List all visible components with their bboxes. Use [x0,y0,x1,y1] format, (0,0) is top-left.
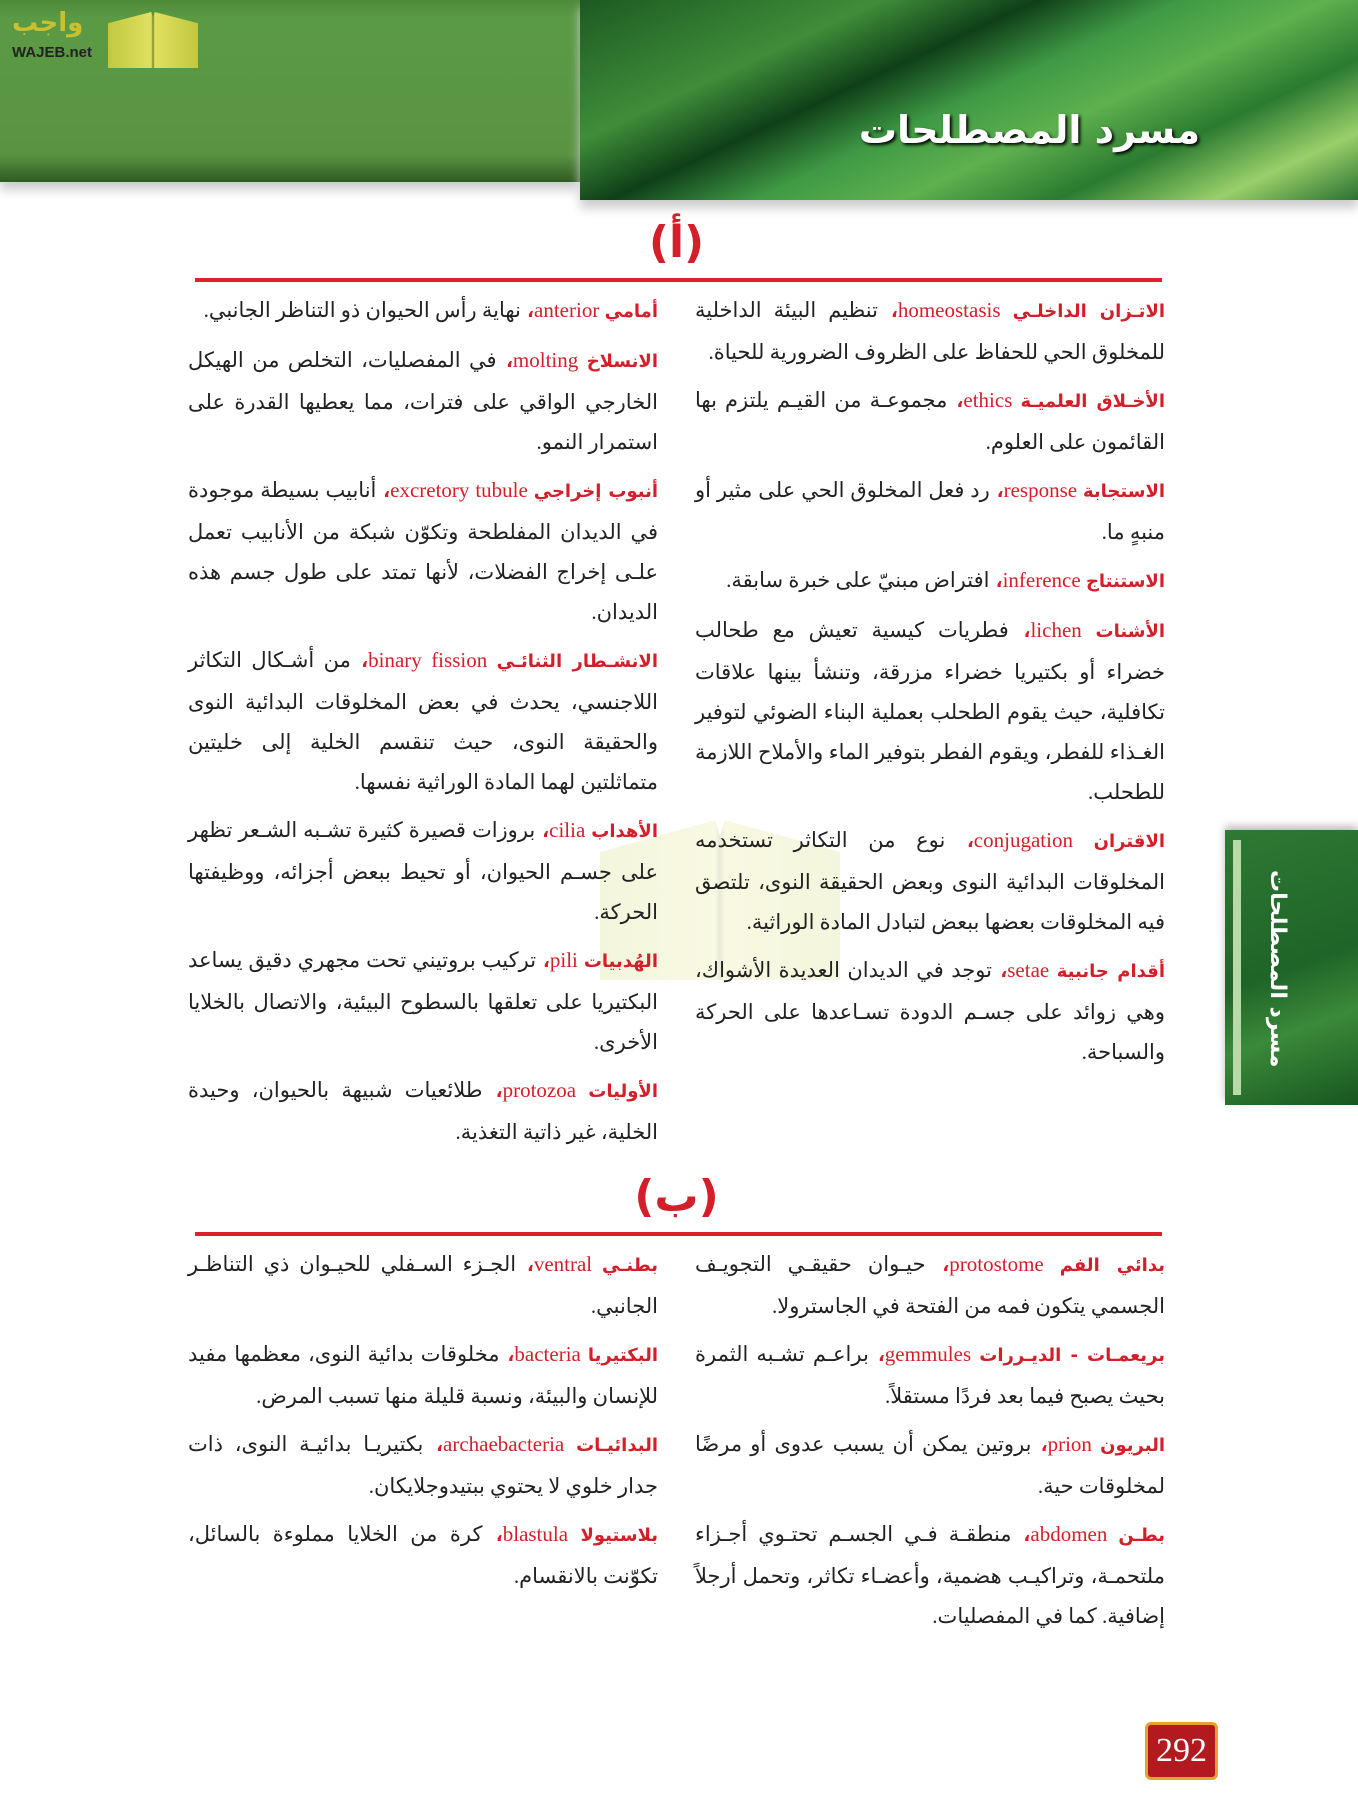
separator: ، [989,571,1003,592]
english-term: excretory tubule [390,478,528,502]
glossary-term: الاستنتاج [1085,571,1165,592]
section-columns [188,290,1165,1160]
separator: ، [877,301,898,322]
glossary-entry [188,1244,658,1326]
english-term: bacteria [514,1342,581,1366]
glossary-term: الاتـزان الداخلـي [1012,301,1166,322]
english-term: homeostasis [897,298,1001,322]
separator: ، [989,481,1004,502]
glossary-term: الأهداب [591,821,658,842]
definition: نهاية رأس الحيوان ذو التناظر الجانبي. [203,298,521,322]
glossary-entry [188,640,658,802]
glossary-column-right [695,290,1165,1160]
glossary-term: بطنـي [601,1255,658,1276]
separator: ، [520,301,535,322]
wajeb-logo [10,8,190,68]
definition: كرة من الخلايا مملوءة بالسائل، تكوّنت بالانقسام. [188,1522,658,1588]
logo-english: WAJEB.net [12,44,93,61]
glossary-term: الانسلاخ [586,351,658,372]
definition: رد فعل المخلوق الحي على مثير أو منبهٍ ما. [695,478,1165,544]
glossary-term: الانشـطار الثنائـي [496,651,658,672]
definition: افتراض مبنيّ على خبرة سابقة. [726,568,990,592]
definition: مخلوقات بدائية النوى، معظمها مفيد للإنسان والبيئة، ونسبة قليلة منها تسبب المرض. [188,1342,658,1408]
english-term: setae [1007,958,1050,982]
separator: ، [925,1255,950,1276]
glossary-entry [695,1424,1165,1506]
definition: تنظيم البيئة الداخلية للمخلوق الحي للحفاظ على الظروف الضرورية للحياة. [695,298,1165,364]
english-term: lichen [1030,618,1082,642]
glossary-entry [188,1334,658,1416]
separator: ، [1008,621,1031,642]
english-term: conjugation [973,828,1073,852]
glossary-entry [188,1514,658,1596]
glossary-entry [695,610,1165,812]
glossary-term: أنبوب إخراجي [533,481,658,502]
glossary-term: البكتيريا [587,1345,658,1366]
separator: ، [945,831,974,852]
section-divider [195,278,1162,282]
english-term: protozoa [502,1078,577,1102]
definition: بروزات قصيرة كثيرة تشـبه الشـعر تظهر على جسـم الحيوان، أو تحيط ببعض أجزائه، ووظيفتها الحركة. [188,818,658,924]
page-title: مسرد المصطلحات [858,108,1200,152]
definition: من أشـكال التكاثر اللاجنسي، يحدث في بعض المخلوقات البدائية النوى والحقيقة النوى، حيث تنقسم الخلية إلى خليتين متماثلتين لهما المادة الوراثية نفسها. [188,648,658,794]
glossary-term: أقدام جانبية [1056,961,1166,982]
glossary-entry [695,950,1165,1072]
page-number: 292 [1145,1722,1218,1780]
side-tab [1225,830,1358,1105]
separator: ، [536,951,550,972]
glossary-term: بطـن [1118,1525,1166,1546]
definition: منطقـة فـي الجسـم تحتـوي أجـزاء ملتحمـة، وتراكيـب هضمية، وأعضـاء تكاثر، وتحمل أرجلاً إضافية. كما في المفصليات. [695,1522,1165,1628]
english-term: cilia [549,818,586,842]
glossary-entry [188,290,658,332]
glossary-term: الأخـلاق العلميـة [1020,391,1166,412]
glossary-column-left [188,290,658,1160]
english-term: anterior [534,298,600,322]
separator: ، [1031,1435,1048,1456]
definition: أنابيب بسيطة موجودة في الديدان المفلطحة وتكوّن شبكة من الأنابيب تعمل علـى إخراج الفضلات، لأنها تمتد على طول جسم هذه الديدان. [188,478,658,624]
separator: ، [482,1081,503,1102]
glossary-term: الأوليات [588,1081,658,1102]
glossary-entry [695,1244,1165,1326]
glossary-term: بريعمـات - الديـررات [979,1345,1165,1366]
glossary-entry [695,380,1165,462]
separator: ، [1011,1525,1031,1546]
english-term: response [1003,478,1078,502]
section-divider [195,1232,1162,1236]
glossary-term: بدائي الفم [1059,1255,1166,1276]
english-term: blastula [502,1522,569,1546]
separator: ، [423,1435,444,1456]
separator: ، [991,961,1008,982]
glossary-term: الاستجابة [1082,481,1166,502]
glossary-entry [695,560,1165,602]
english-term: gemmules [884,1342,972,1366]
section-letter-alef: (أ) [648,217,705,268]
tab-stripe [1233,840,1241,1095]
glossary-column-right [695,1244,1165,1644]
definition: حيـوان حقيقـي التجويـف الجسمي يتكون فمه من الفتحة في الجاسترولا. [695,1252,1165,1318]
definition: مجموعـة من القيـم يلتزم بها القائمون على العلوم. [695,388,1165,454]
glossary-entry [695,1514,1165,1636]
definition: تركيب بروتيني تحت مجهري دقيق يساعد البكتيريا على تعلقها بالسطوح البيئية، والاتصال بالخلايا الأخرى. [188,948,658,1054]
separator: ، [535,821,550,842]
separator: ، [499,1345,515,1366]
glossary-entry [188,1424,658,1506]
glossary-entry [695,1334,1165,1416]
side-tab-label: مسرد المصطلحات [1265,870,1290,1068]
separator: ، [516,1255,534,1276]
glossary-entry [188,340,658,462]
english-term: binary fission [368,648,488,672]
english-term: protostome [949,1252,1044,1276]
english-term: archaebacteria [443,1432,565,1456]
glossary-entry [188,470,658,632]
definition: فطريات كيسية تعيش مع طحالب خضراء أو بكتيريا خضراء مزرقة، وتنشأ بينها علاقات تكافلية، حيث يقوم الطحلب بعملية البناء الضوئي لتوفير الغـذاء للفطر، ويقوم الفطر بتوفير الماء والأملاح اللازمة للطحلب. [695,618,1165,804]
section-letter-ba: (ب) [634,1171,719,1222]
definition: الجـزء السـفلي للحيـوان ذي التناظـر الجانبي. [188,1252,658,1318]
glossary-entry [695,290,1165,372]
glossary-term: بلاستيولا [580,1525,658,1546]
definition: بكتيريـا بدائيـة النوى، ذات جدار خلوي لا يحتوي ببتيدوجلايكان. [188,1432,658,1498]
separator: ، [350,651,369,672]
logo-arabic: واجب [12,8,84,38]
glossary-term: البدائيـات [576,1435,659,1456]
separator: ، [868,1345,885,1366]
glossary-entry [188,1070,658,1152]
definition: نوع من التكاثر تستخدمه المخلوقات البدائية النوى وبعض الحقيقة النوى، تلتصق فيه المخلوقات بعضها ببعض لتبادل المادة الوراثية. [695,828,1165,934]
english-term: ventral [533,1252,593,1276]
glossary-term: الأشنات [1095,621,1166,642]
separator: ، [376,481,391,502]
english-term: prion [1047,1432,1092,1456]
glossary-entry [695,820,1165,942]
definition: في المفصليات، التخلص من الهيكل الخارجي الواقي على فترات، مما يعطيها القدرة على استمرار النمو. [188,348,658,454]
glossary-column-left [188,1244,658,1644]
definition: طلائعيات شبيهة بالحيوان، وحيدة الخلية، غير ذاتية التغذية. [188,1078,658,1144]
glossary-entry [188,810,658,932]
definition: بروتين يمكن أن يسبب عدوى أو مرضًا لمخلوقات حية. [695,1432,1165,1498]
definition: توجد في الديدان العديدة الأشواك، وهي زوائد على جسـم الدودة تسـاعدها على الحركة والسباحة. [695,958,1165,1064]
section-columns [188,1244,1165,1644]
english-term: ethics [963,388,1013,412]
definition: براعـم تشـبه الثمرة بحيث يصبح فيما بعد فردًا مستقلاً. [695,1342,1165,1408]
glossary-term: الهُدبيات [583,951,658,972]
header-banner-image [580,0,1358,200]
glossary-term: الاقتران [1093,831,1166,852]
english-term: molting [512,348,579,372]
english-term: abdomen [1030,1522,1108,1546]
separator: ، [496,351,513,372]
separator: ، [482,1525,503,1546]
glossary-entry [188,940,658,1062]
english-term: pili [549,948,578,972]
english-term: inference [1002,568,1081,592]
glossary-entry [695,470,1165,552]
glossary-term: أمامي [604,301,658,322]
book-icon [108,12,198,68]
glossary-content [188,212,1165,1650]
separator: ، [947,391,964,412]
glossary-term: البريون [1100,1435,1166,1456]
